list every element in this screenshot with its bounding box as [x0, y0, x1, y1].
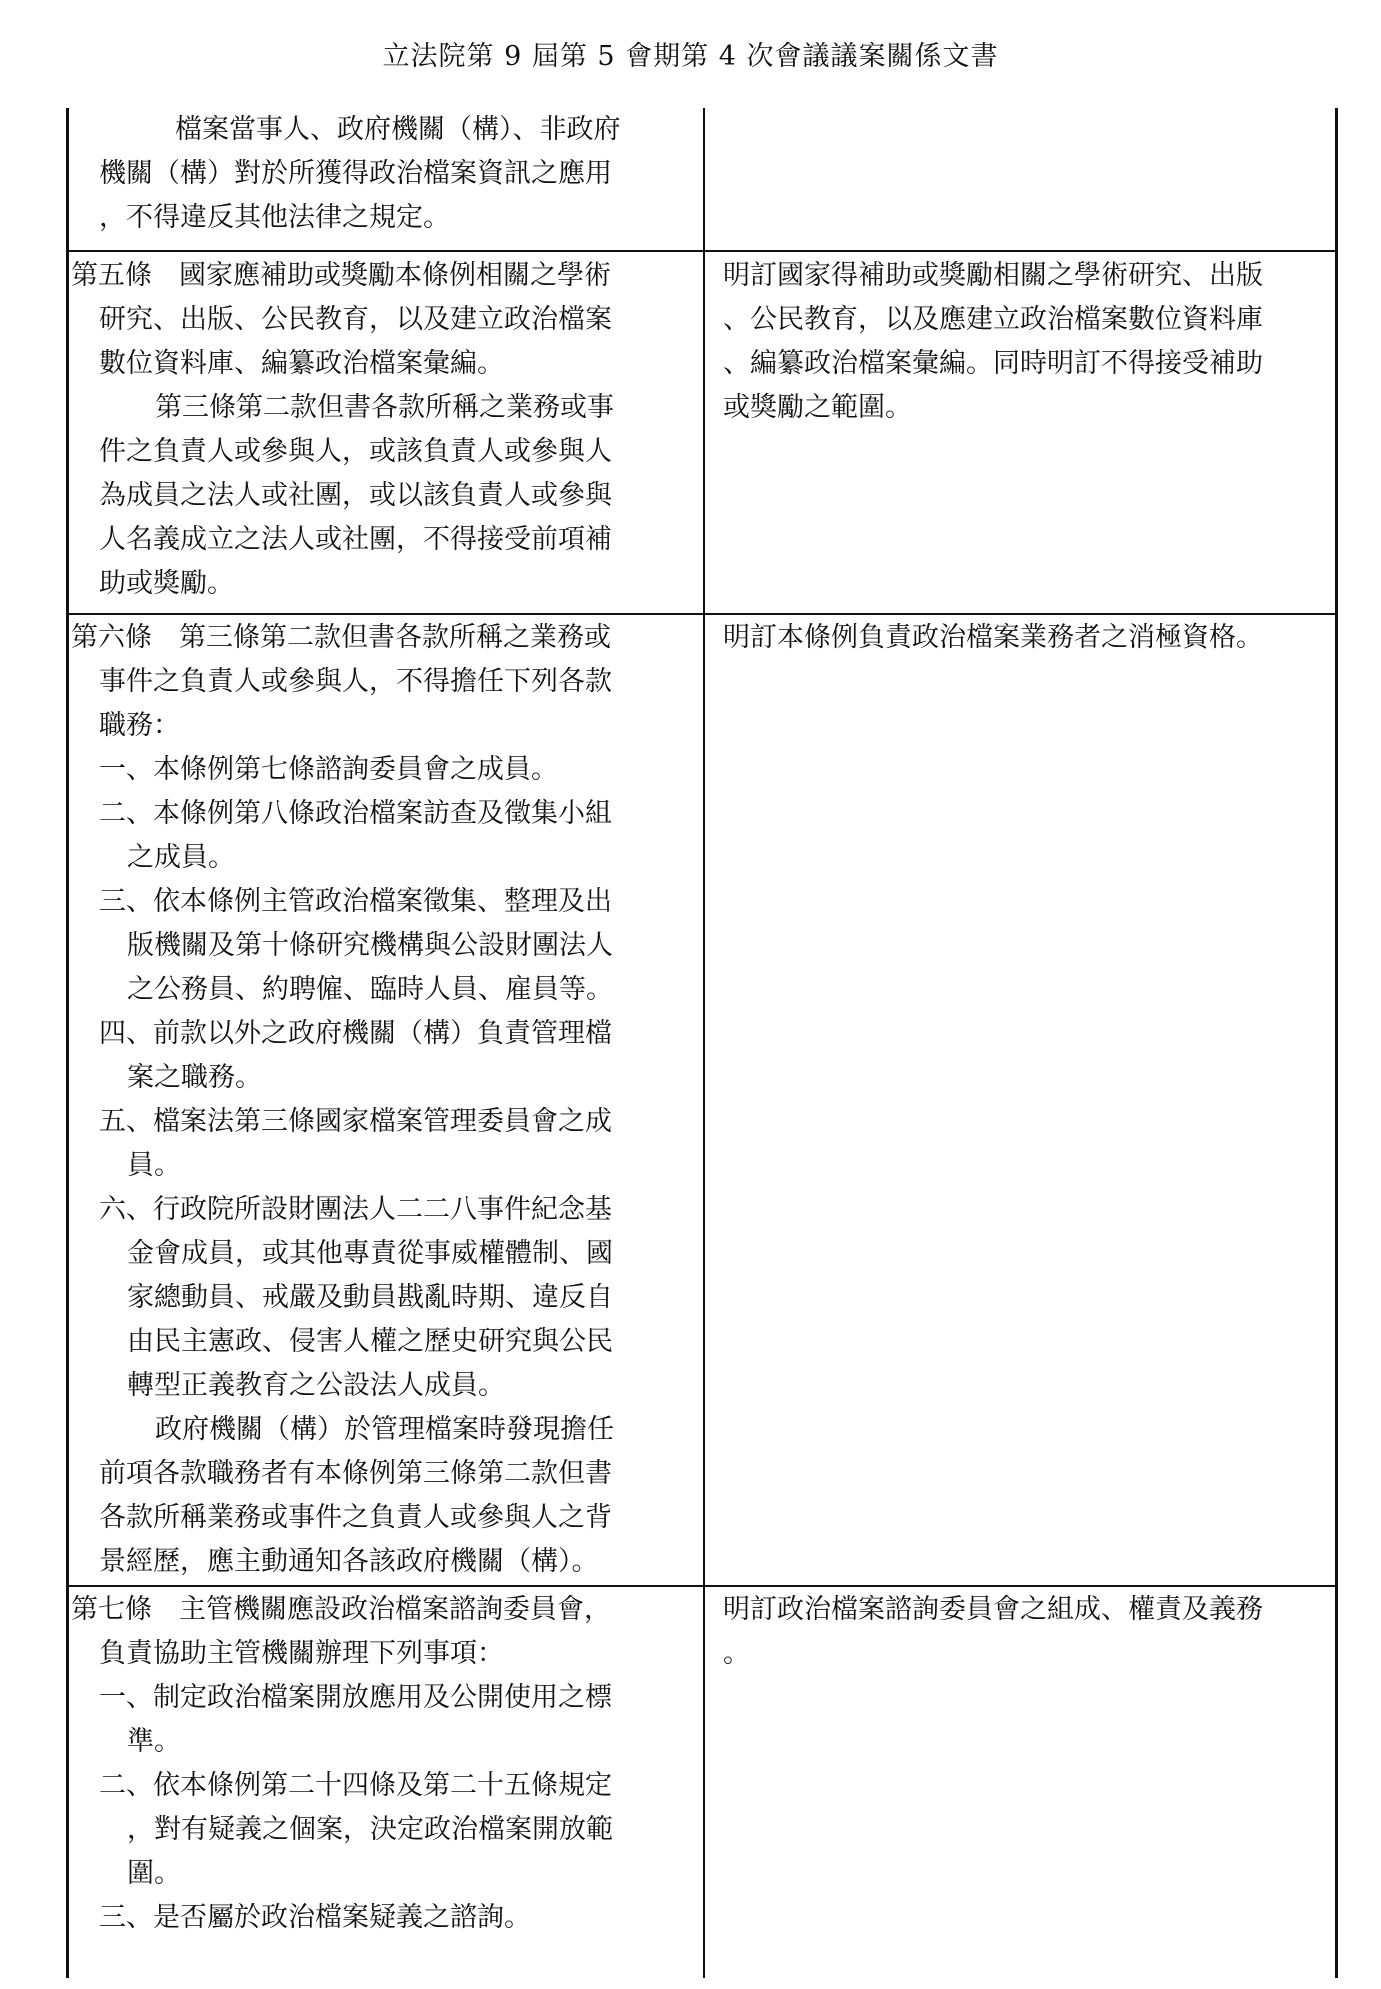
text-line: 第五條 國家應補助或獎勵本條例相關之學術	[71, 260, 611, 291]
text-line: 職務：	[99, 710, 180, 741]
list-item: 二、依本條例第二十四條及第二十五條規定	[99, 1770, 612, 1801]
list-item: 四、前款以外之政府機關（構）負責管理檔	[99, 1018, 612, 1049]
list-item: 一、本條例第七條諮詢委員會之成員。	[99, 754, 558, 785]
text-line: 檔案當事人、政府機關（構）、非政府	[175, 114, 621, 145]
text-line: 第六條 第三條第二款但書各款所稱之業務或	[71, 622, 611, 653]
text-line: 版機關及第十條研究機構與公設財團法人	[127, 930, 613, 961]
text-line: 明訂政治檔案諮詢委員會之組成、權責及義務	[723, 1594, 1263, 1625]
text-line: 人名義成立之法人或社團，不得接受前項補	[99, 524, 612, 555]
text-line: 之成員。	[127, 842, 235, 873]
text-line: 事件之負責人或參與人，不得擔任下列各款	[99, 666, 612, 697]
text-line: 金會成員，或其他專責從事威權體制、國	[127, 1238, 613, 1269]
text-line: 第三條第二款但書各款所稱之業務或事	[155, 392, 614, 423]
text-line: 前項各款職務者有本條例第三條第二款但書	[99, 1458, 612, 1489]
text-line: 研究、出版、公民教育，以及建立政治檔案	[99, 304, 612, 335]
list-item: 一、制定政治檔案開放應用及公開使用之標	[99, 1682, 612, 1713]
list-item: 三、依本條例主管政治檔案徵集、整理及出	[99, 886, 612, 917]
text-line: 各款所稱業務或事件之負責人或參與人之背	[99, 1502, 612, 1533]
text-line: 第七條 主管機關應設政治檔案諮詢委員會，	[71, 1594, 611, 1625]
text-line: 轉型正義教育之公設法人成員。	[127, 1370, 505, 1401]
text-line: ，對有疑義之個案，決定政治檔案開放範	[127, 1814, 613, 1845]
text-line: 或獎勵之範圍。	[723, 392, 912, 423]
text-line: 、編纂政治檔案彙編。同時明訂不得接受補助	[723, 348, 1263, 379]
row-divider	[69, 250, 1335, 252]
text-line: 機關（構）對於所獲得政治檔案資訊之應用	[99, 158, 612, 189]
text-line: 負責協助主管機關辦理下列事項：	[99, 1638, 504, 1669]
page-header: 立法院第 9 屆第 5 會期第 4 次會議議案關係文書	[382, 41, 999, 72]
text-line: 明訂本條例負責政治檔案業務者之消極資格。	[723, 622, 1263, 653]
text-line: 為成員之法人或社團，或以該負責人或參與	[99, 480, 612, 511]
list-item: 二、本條例第八條政治檔案訪查及徵集小組	[99, 798, 612, 829]
row-divider	[69, 613, 1335, 615]
list-item: 六、行政院所設財團法人二二八事件紀念基	[99, 1194, 612, 1225]
text-line: ，不得違反其他法律之規定。	[99, 202, 450, 233]
text-line: 準。	[127, 1726, 181, 1757]
column-divider	[703, 108, 705, 1978]
text-line: 由民主憲政、侵害人權之歷史研究與公民	[127, 1326, 613, 1357]
comparison-table	[66, 108, 1338, 1978]
text-line: 之公務員、約聘僱、臨時人員、雇員等。	[127, 974, 613, 1005]
text-line: 明訂國家得補助或獎勵相關之學術研究、出版	[723, 260, 1263, 291]
text-line: 政府機關（構）於管理檔案時發現擔任	[155, 1414, 614, 1445]
list-item: 五、檔案法第三條國家檔案管理委員會之成	[99, 1106, 612, 1137]
text-line: 圍。	[127, 1858, 181, 1889]
text-line: 、公民教育，以及應建立政治檔案數位資料庫	[723, 304, 1263, 335]
list-item: 三、是否屬於政治檔案疑義之諮詢。	[99, 1902, 531, 1933]
text-line: 數位資料庫、編纂政治檔案彙編。	[99, 348, 504, 379]
text-line: 家總動員、戒嚴及動員戡亂時期、違反自	[127, 1282, 613, 1313]
text-line: 景經歷，應主動通知各該政府機關（構）。	[99, 1546, 599, 1577]
row-divider	[69, 1585, 1335, 1587]
text-line: 件之負責人或參與人，或該負責人或參與人	[99, 436, 612, 467]
text-line: 員。	[127, 1150, 181, 1181]
text-line: 助或獎勵。	[99, 568, 234, 599]
text-line: 。	[723, 1638, 750, 1669]
text-line: 案之職務。	[127, 1062, 262, 1093]
